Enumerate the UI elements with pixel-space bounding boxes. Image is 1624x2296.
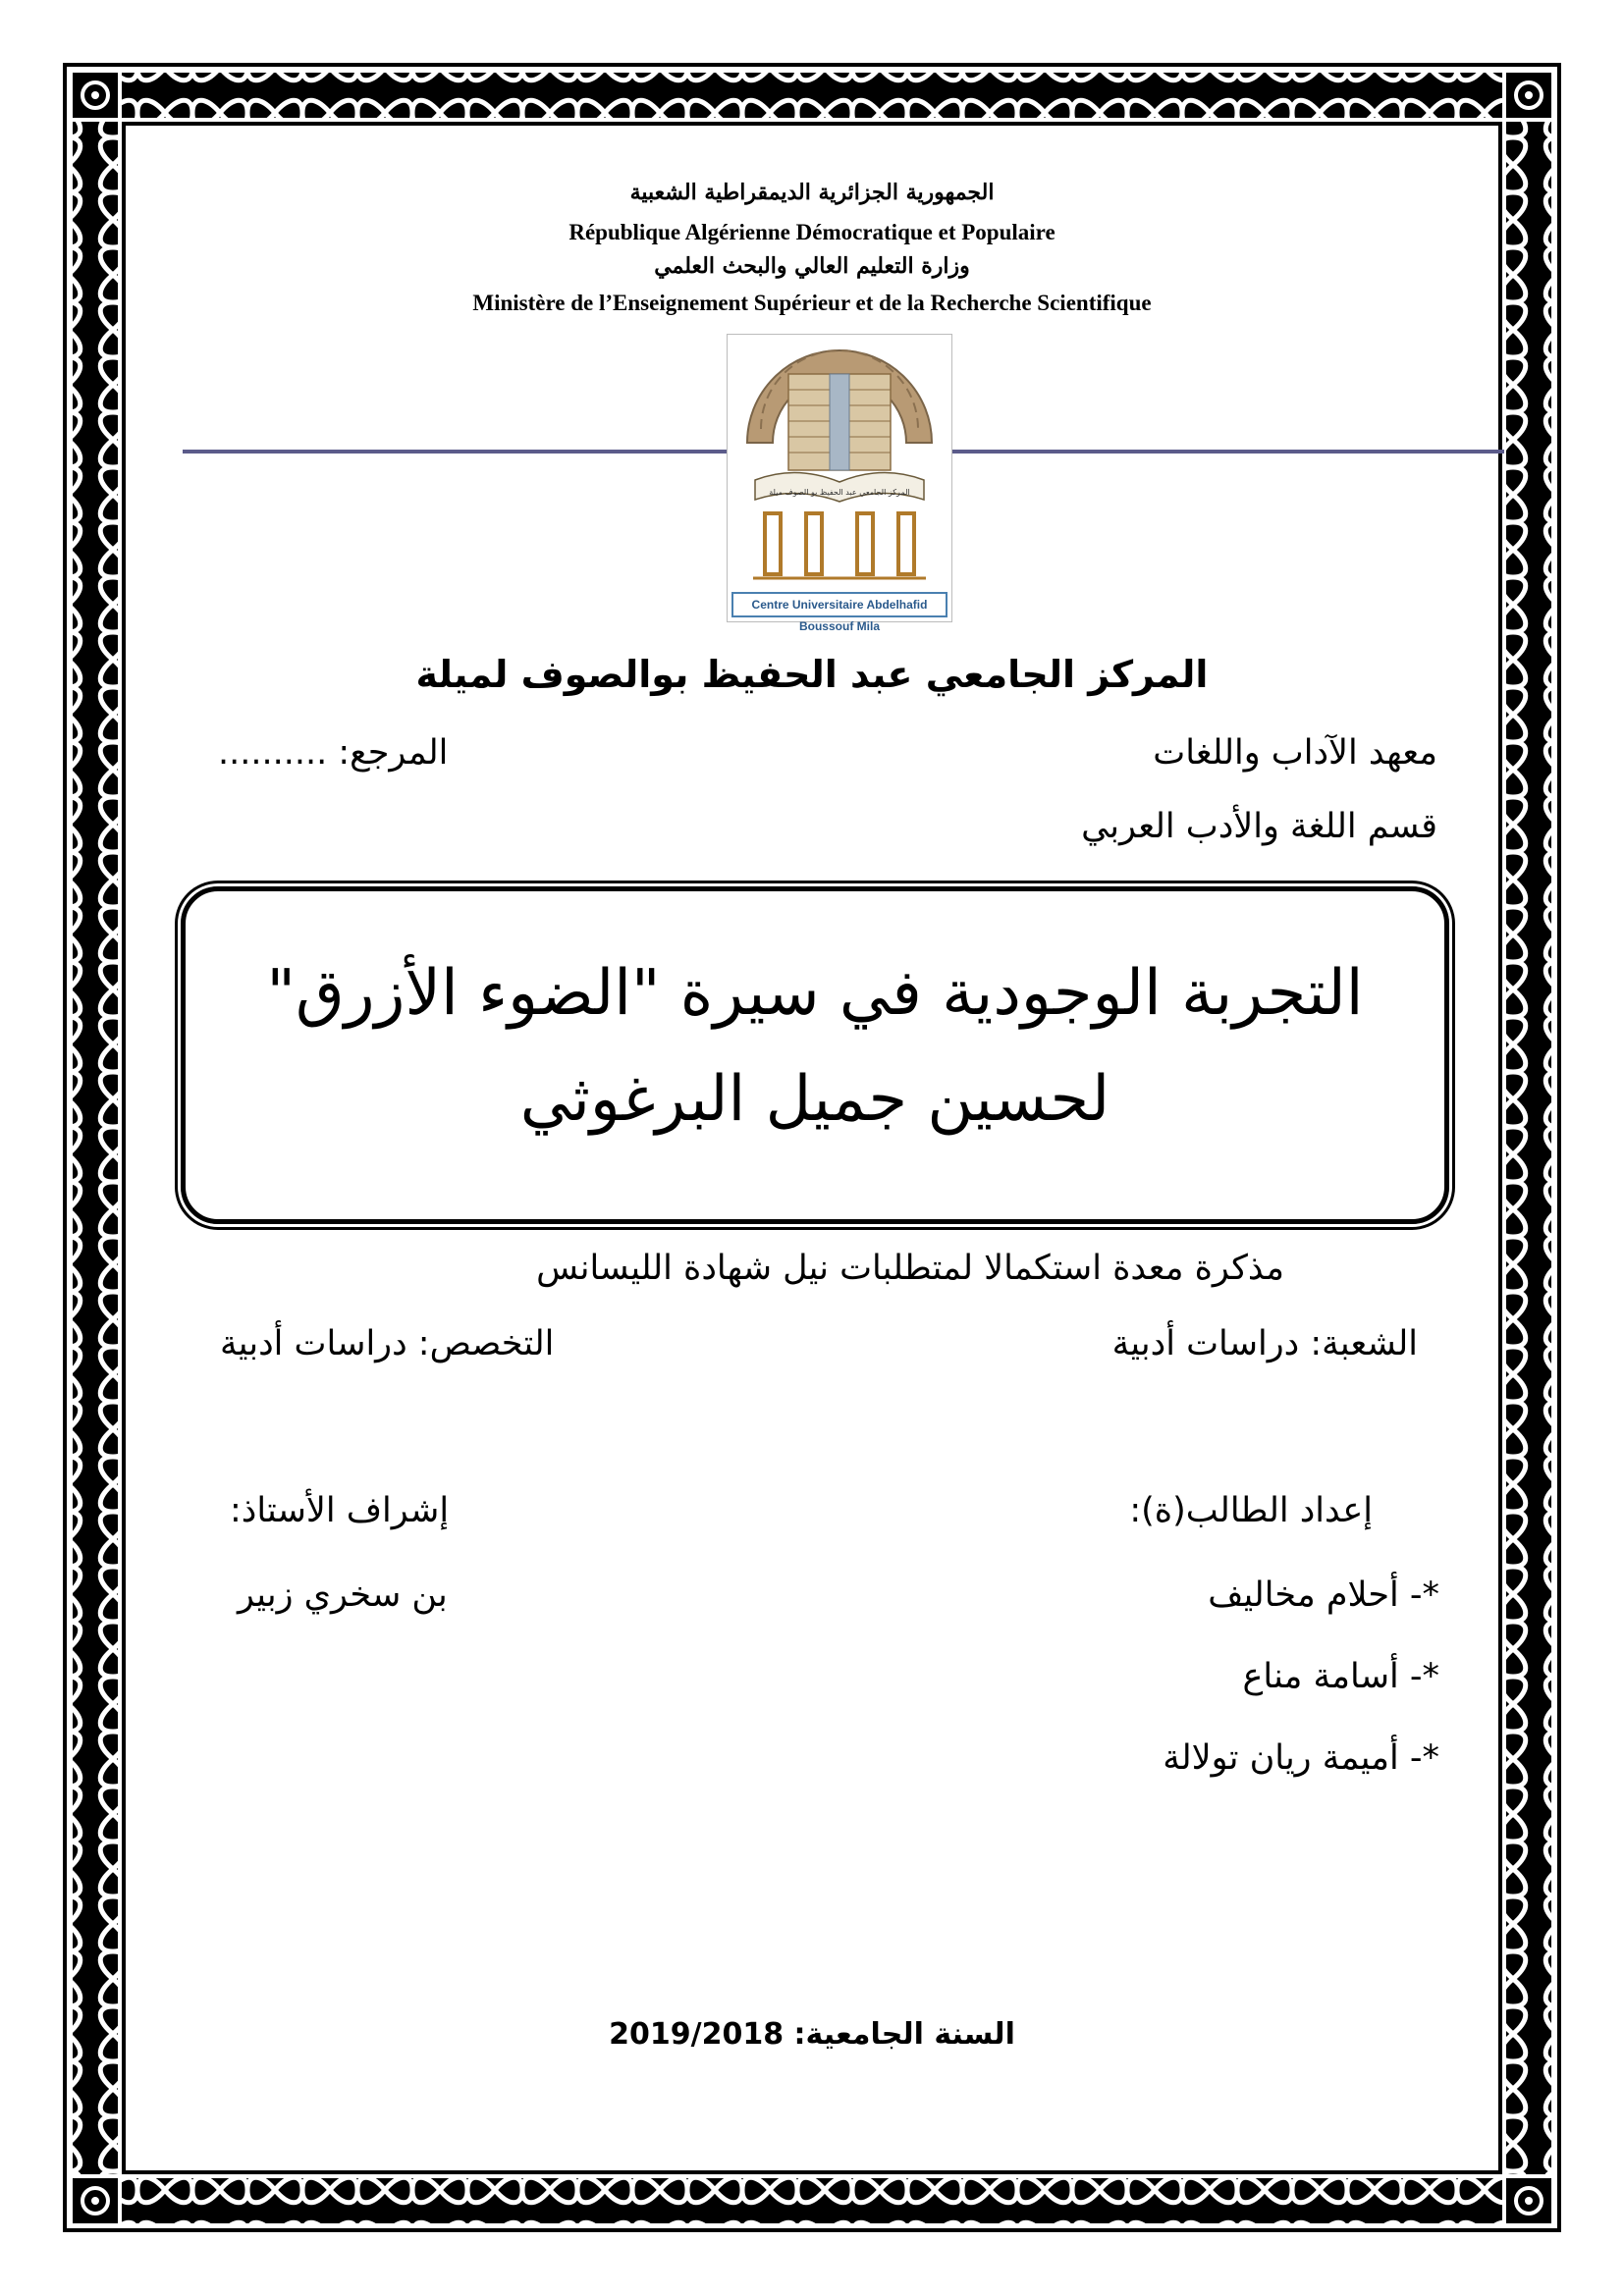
branch-label: الشعبة: دراسات أدبية xyxy=(1111,1324,1418,1363)
logo-caption: Centre Universitaire Abdelhafid Boussouf Mila xyxy=(731,592,947,617)
republic-arabic: الجمهورية الجزائرية الديمقراطية الشعبية xyxy=(629,180,995,205)
ministry-french: Ministère de l’Enseignement Supérieur et de la Recherche Scientifique xyxy=(472,291,1152,315)
republic-french: République Algérienne Démocratique et Populaire xyxy=(568,220,1056,244)
university-logo xyxy=(727,334,952,633)
supervisor-heading: إشراف الأستاذ: xyxy=(230,1491,450,1530)
university-logo-graphic xyxy=(728,335,951,590)
students-heading: إعداد الطالب(ة): xyxy=(1129,1491,1373,1530)
specialty-label: التخصص: دراسات أدبية xyxy=(220,1324,555,1363)
institution-name: المركز الجامعي عبد الحفيظ بوالصوف لميلة xyxy=(415,653,1209,696)
student-name: *- أميمة ريان تولالة xyxy=(1163,1738,1439,1778)
reference-field: المرجع: .......... xyxy=(218,733,449,773)
logo-banner-text: المركز الجامعي عبد الحفيظ بو الصوف ميلة xyxy=(769,488,910,497)
academic-year: السنة الجامعية: 2019/2018 xyxy=(609,2017,1015,2052)
student-name: *- أحلام مخاليف xyxy=(1208,1575,1439,1615)
student-name: *- أسامة مناع xyxy=(1242,1657,1439,1696)
institute-name: معهد الآداب واللغات xyxy=(1153,733,1437,773)
supervisor-name: بن سخري زبير xyxy=(238,1575,448,1615)
thesis-subtitle: مذكرة معدة استكمالا لمتطلبات نيل شهادة الليسانس xyxy=(536,1249,1284,1288)
department-name: قسم اللغة والأدب العربي xyxy=(1081,807,1437,846)
thesis-title-box xyxy=(181,886,1449,1224)
ministry-arabic: وزارة التعليم العالي والبحث العلمي xyxy=(654,253,970,279)
thesis-title: التجربة الوجودية في سيرة "الضوء الأزرق" لحسين جميل البرغوثي xyxy=(266,957,1364,1136)
